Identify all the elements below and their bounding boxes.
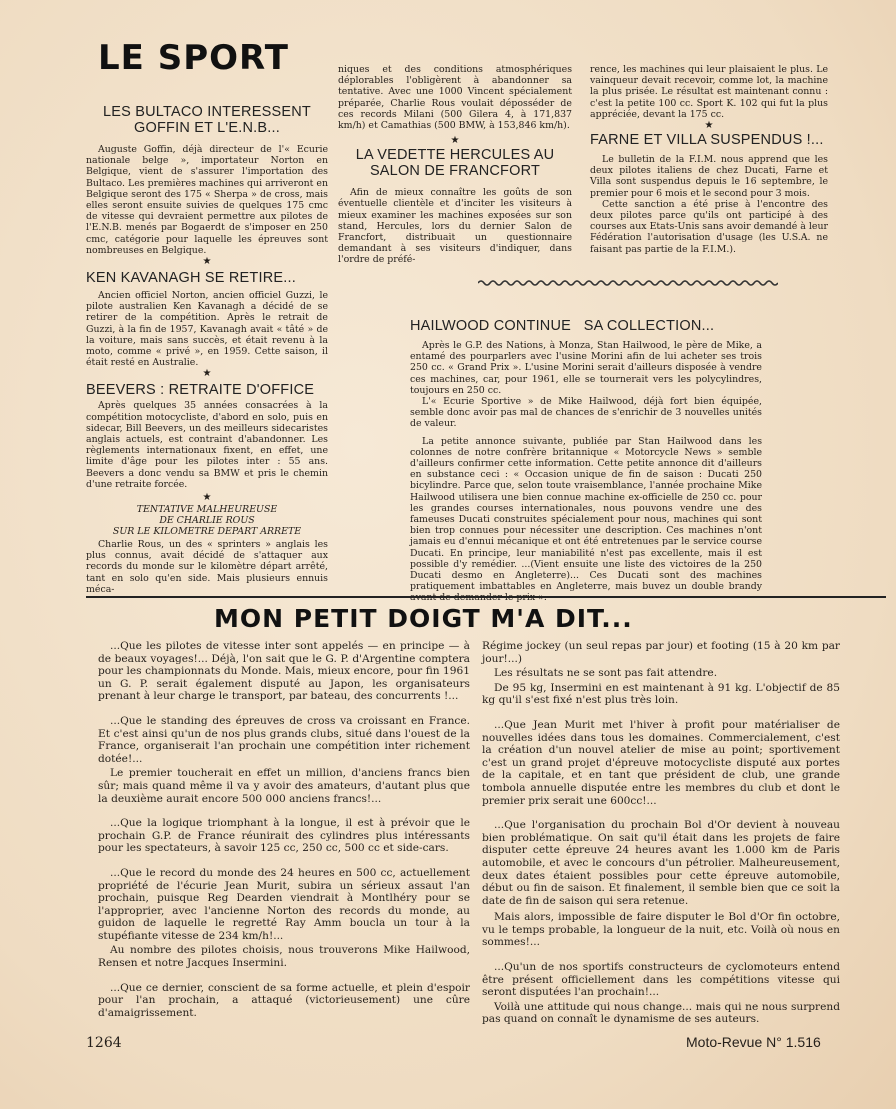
- bultaco-title-line2: GOFFIN ET L'E.N.B...: [134, 120, 280, 136]
- doigt-right-paragraph: Régime jockey (un seul repas par jour) et footing (15 à 20 km par jour!...): [482, 640, 840, 665]
- doigt-left-paragraph: ...Que la logique triomphant à la longue, il est à prévoir que le prochain G.P. de France réunirait des cylindres plus intéressants pour les spectateurs, à savoir 125 cc, 250 cc, 500 cc et side-cars.: [98, 817, 470, 855]
- bultaco-title-line1: LES BULTACO INTERESSENT: [103, 104, 311, 120]
- rous-continued: niques et des conditions atmosphériques déplorables l'obligèrent à abandonner sa tentative. Avec une 1000 Vincent spécialement préparée, Charlie Rous voulait déposséder de ces records Milani (500 Gilera 4, à 171,837 km/h) et Camathias (500 BMW, à 153,846 km/h).: [338, 64, 572, 132]
- magazine-issue: Moto-Revue N° 1.516: [686, 1034, 821, 1050]
- doigt-right-paragraph: Mais alors, impossible de faire disputer le Bol d'Or fin octobre, vu le temps probable, la longueur de la nuit, etc. Voilà où nous en sommes!...: [482, 911, 840, 949]
- article-farne-villa: [590, 132, 828, 255]
- doigt-left-paragraph: Au nombre des pilotes choisis, nous trouverons Mike Hailwood, Rensen et notre Jacques Insermini.: [98, 944, 470, 970]
- rous-title-line3: SUR LE KILOMETRE DEPART ARRETE: [112, 526, 302, 538]
- farne-title: FARNE ET VILLA SUSPENDUS !...: [590, 132, 824, 149]
- rous-title-line2: DE CHARLIE ROUS: [159, 515, 255, 527]
- column-2: [338, 64, 572, 266]
- farne-body-2: Cette sanction a été prise à l'encontre des deux pilotes parce qu'ils ont participé à des courses aux Etats-Unis sans avoir demandé à leur Fédération l'autorisation d'usage (les U.S.A. ne faisant pas partie de la F.I.M.).: [590, 198, 828, 255]
- article-beevers: [86, 382, 328, 490]
- article-bultaco: [86, 104, 328, 256]
- doigt-left-paragraph: ...Que le record du monde des 24 heures en 500 cc, actuellement propriété de l'écurie Jean Murit, subira un sérieux assaut l'an prochain, puisque Reg Dearden viendrait à Montlhéry pour se l'approprier, avec l'ancienne Norton des records du monde, au guidon de laquelle le regretté Ray Amm boucla un tour à la stupéfiante vitesse de 234 km/h!...: [98, 866, 470, 942]
- doigt-right-paragraph: Les résultats ne se sont pas fait attendre.: [494, 667, 718, 680]
- separator-star: ★: [202, 492, 212, 504]
- section-rule: [86, 596, 886, 598]
- hercules-title-line2: SALON DE FRANCFORT: [369, 163, 541, 180]
- doigt-left-column: [98, 640, 470, 1031]
- doigt-right-paragraph: ...Que l'organisation du prochain Bol d'Or devient à nouveau bien problématique. On sait qu'il était dans les projets de faire disputer cette épreuve 24 heures avant les 1.000 km de Paris automobile, et avec le concours d'un pétrolier. Malheureusement, deux dates étaient possibles pour cette épreuve automobile, début ou fin de saison. Et finalement, il semble bien que ce soit la date de fin de saison qui sera retenue.: [482, 819, 840, 907]
- separator-star: ★: [202, 368, 212, 380]
- separator-star: ★: [450, 135, 460, 147]
- doigt-left-paragraph: ...Que ce dernier, conscient de sa forme actuelle, et plein d'espoir pour l'an prochain, a attaqué (victorieusement) une cûre d'amaigrissement.: [98, 981, 470, 1019]
- wavy-divider: [478, 279, 778, 287]
- kavanagh-title: KEN KAVANAGH SE RETIRE...: [86, 270, 296, 287]
- masthead-title: LE SPORT: [98, 38, 289, 78]
- bultaco-body: Auguste Goffin, déjà directeur de l'« Ecurie nationale belge », importateur Norton en Belgique, vient de s'assurer l'importation des Bultaco. Les premières machines qui arriveront en Belgique seront des 175 « Sherpa » de cross, mais elles seront ensuite suivies de quelques 175 cmc de vitesse qui devraient permettre aux pilotes de l'E.N.B. menés par Bogaerdt de s'imposer en 250 cmc, catégorie pour laquelle les épreuves sont nombreuses en Belgique.: [86, 144, 328, 256]
- hercules-body: Afin de mieux connaître les goûts de son éventuelle clientèle et d'inciter les visiteurs à mieux examiner les machines exposées sur son stand, Hercules, lors du dernier Salon de Francfort, distribuait un questionnaire demandant à ses visiteurs d'indiquer, dans l'ordre de préfé-: [338, 187, 572, 266]
- doigt-left-paragraph: Le premier toucherait en effet un million, d'anciens francs bien sûr; mais quand même il va y avoir des amateurs, d'autant plus que la deuxième aurait encore 500 000 anciens francs!...: [98, 767, 470, 805]
- rous-title-line1: TENTATIVE MALHEUREUSE: [136, 504, 278, 516]
- hailwood-title: HAILWOOD CONTINUE SA COLLECTION...: [410, 318, 715, 334]
- hercules-title-line1: LA VEDETTE HERCULES AU: [355, 147, 555, 164]
- separator-star: ★: [704, 120, 714, 132]
- page-number: 1264: [86, 1035, 122, 1051]
- doigt-right-paragraph: De 95 kg, Insermini en est maintenant à 91 kg. L'objectif de 85 kg qu'il s'est fixé n'est plus très loin.: [482, 681, 840, 707]
- article-hercules: [338, 147, 572, 265]
- doigt-right-paragraph: ...Que Jean Murit met l'hiver à profit pour matérialiser de nouvelles idées dans tous les domaines. Commercialement, c'est la création d'un nouvel atelier de mise au point; sportivement c'est un grand projet d'épreuve motocycliste disputé aux portes de la capitale, et en tant que président de club, une grande tombola annuelle disputée entre les membres du club et dont le premier prix serait une 600cc!...: [482, 718, 840, 807]
- doigt-right-paragraph: Voilà une attitude qui nous change... mais qui ne nous surprend pas quand on connaît le dynamisme de ses auteurs.: [482, 1000, 840, 1026]
- hailwood-p1: Après le G.P. des Nations, à Monza, Stan Hailwood, le père de Mike, a entamé des pourparlers avec l'usine Morini afin de lui acheter ses trois 250 cc. « Grand Prix ». L'usine Morini serait d'ailleurs disposée à vendre ces machines, car, pour 1961, elle se tournerait vers les polycylindres, toujours en 250 cc.: [410, 340, 762, 396]
- doigt-left-paragraph: ...Que le standing des épreuves de cross va croissant en France. Et c'est ainsi qu'un de nos plus grands clubs, situé dans l'ouest de la France, organiserait l'an prochain une compétition inter richement dotée!...: [98, 714, 470, 765]
- article-rous: [86, 504, 328, 595]
- kavanagh-body: Ancien officiel Norton, ancien officiel Guzzi, le pilote australien Ken Kavanagh a décidé de se retirer de la compétition. Après le retrait de Guzzi, à la fin de 1957, Kavanagh avait « tâté » de la voiture, mais sans succès, et était revenu à la moto, comme « privé », en 1959. Cette saison, il était resté en Australie.: [86, 290, 328, 369]
- doigt-right-column: [482, 640, 840, 1038]
- separator-star: ★: [202, 256, 212, 268]
- article-hailwood: [410, 318, 762, 604]
- hercules-continued: rence, les machines qui leur plaisaient le plus. Le vainqueur devait recevoir, comme lot, la machine la plus prisée. Le résultat est maintenant connu : c'est la petite 100 cc. Sport K. 102 qui fut la plus appréciée, devant la 175 cc.: [590, 64, 828, 120]
- doigt-header: [86, 600, 886, 636]
- doigt-left-paragraph: ...Que les pilotes de vitesse inter sont appelés — en principe — à de beaux voyages!... Déjà, l'on sait que le G. P. d'Argentine comptera pour les championnats du Monde. Mais, mieux encore, pour fin 1961 un G. P. serait également disputé au Japon, les organisateurs prenant à leur charge le transport, par bateau, des concurrents !...: [98, 640, 470, 703]
- beevers-body: Après quelques 35 années consacrées à la compétition motocycliste, d'abord en solo, puis en sidecar, Bill Beevers, un des meilleurs sidecaristes anglais actuels, est contraint d'abandonner. Les règlements internationaux fixent, en effet, une limite d'âge pour les pilotes inter : 55 ans. Beevers a donc vendu sa BMW et pris le chemin d'une retraite forcée.: [86, 400, 328, 490]
- doigt-title: MON PETIT DOIGT M'A DIT...: [214, 604, 633, 633]
- column-3: [590, 64, 828, 255]
- farne-body-1: Le bulletin de la F.I.M. nous apprend que les deux pilotes italiens de chez Ducati, Farne et Villa sont suspendus depuis le 16 septembre, le premier pour 6 mois et le second pour 3 mois.: [590, 154, 828, 199]
- beevers-title: BEEVERS : RETRAITE D'OFFICE: [86, 382, 315, 399]
- rous-body: Charlie Rous, un des « sprinters » anglais les plus connus, avait décidé de s'attaquer aux records du monde sur le kilomètre départ arrêté, tant en solo qu'en side. Mais plusieurs ennuis méca-: [86, 539, 328, 595]
- hailwood-p2: L'« Ecurie Sportive » de Mike Hailwood, déjà fort bien équipée, semble donc avoir pas mal de chances de s'enrichir de 3 nouvelles unités de valeur.: [410, 396, 762, 430]
- article-kavanagh: [86, 270, 328, 368]
- hailwood-p3: La petite annonce suivante, publiée par Stan Hailwood dans les colonnes de notre confrère britannique « Motorcycle News » semble d'ailleurs confirmer cette information. Cette petite annonce dit d'ailleurs en substance ceci : « Occasion unique de fin de saison : Ducati 250 bicylindre. Parce que, selon toute vraisemblance, l'année prochaine Mike Hailwood utilisera une bien connue machine ex-officielle de 250 cc. pour les grandes courses internationales, nous pouvons vendre une des fameuses Ducati construites spécialement pour nous, machines qui sont bien trop connues pour nécessiter une description. Ces machines n'ont jamais eu d'ennui mécanique et ont été entretenues par le service course Ducati. En principe, leur maniabilité n'est pas excellente, mais il est possible d'y remédier. ...(Vient ensuite une liste des victoires de la 250 Ducati desmo en Angleterre)... Ces Ducati sont des machines pratiquement imbattables en Angleterre, mais buvez un double brandy: [410, 435, 762, 593]
- doigt-right-paragraph: ...Qu'un de nos sportifs constructeurs de cyclomoteurs entend être présent officiellement dans les compétitions vitesse qui seront disputées l'an prochain!...: [482, 961, 840, 999]
- column-1: [86, 104, 328, 595]
